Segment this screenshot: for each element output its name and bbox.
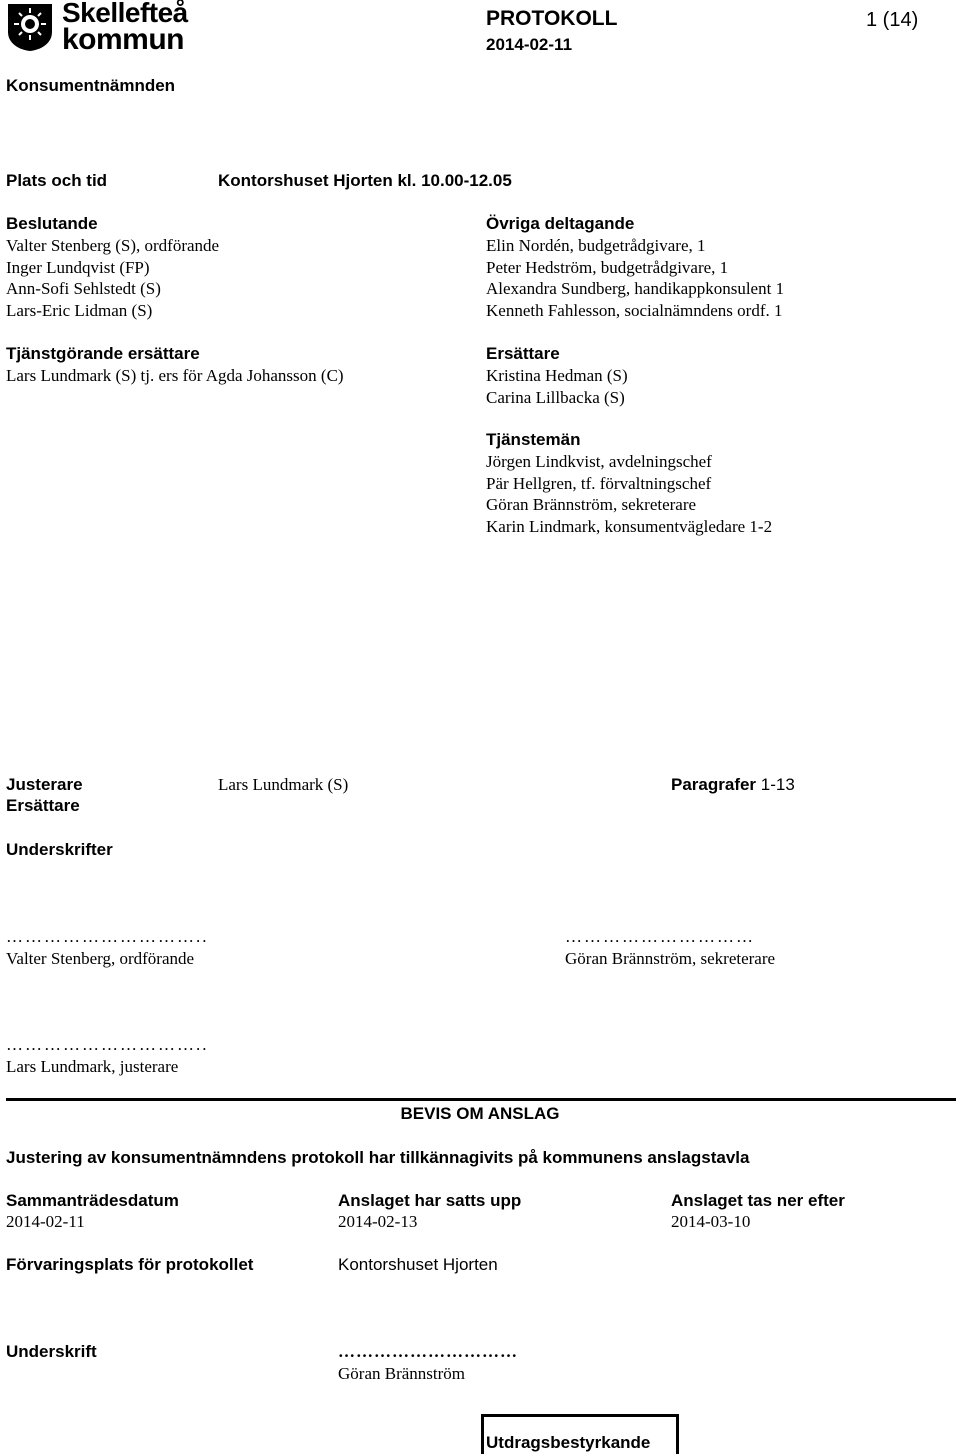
committee-name: Konsumentnämnden xyxy=(6,76,176,95)
notice-signature-name: Göran Brännström xyxy=(338,1364,466,1383)
list-item: Lars-Eric Lidman (S) xyxy=(6,300,153,320)
list-item: Elin Nordén, budgetrådgivare, 1 xyxy=(486,236,706,255)
list-item: Jörgen Lindkvist, avdelningschef xyxy=(486,452,712,471)
posted-value: 2014-02-13 xyxy=(338,1212,418,1231)
serving-substitutes-list xyxy=(6,365,344,387)
removed-label: Anslaget tas ner efter xyxy=(671,1191,845,1210)
list-item: Inger Lundqvist (FP) xyxy=(6,257,150,277)
notice-statement: Justering av konsumentnämndens protokoll har tillkännagivits på kommunens anslagstavla xyxy=(6,1148,750,1167)
adjuster-name: Lars Lundmark, justerare xyxy=(6,1057,179,1076)
substitutes-heading: Ersättare xyxy=(486,344,560,363)
secretary-signature-line: ………………………… xyxy=(565,927,755,946)
list-item: Valter Stenberg (S), ordförande xyxy=(6,236,220,255)
skelleftea-logo xyxy=(6,2,196,54)
other-participants-list xyxy=(486,235,784,321)
serving-substitutes-heading: Tjänstgörande ersättare xyxy=(6,344,200,363)
page-number: 1 (14) xyxy=(866,9,919,31)
list-item: Carina Lillbacka (S) xyxy=(486,387,625,407)
list-item: Ann-Sofi Sehlstedt (S) xyxy=(6,279,161,298)
document-type: PROTOKOLL xyxy=(486,7,618,30)
list-item: Kenneth Fahlesson, socialnämndens ordf. 1 xyxy=(486,300,783,320)
adjuster-value: Lars Lundmark (S) xyxy=(218,775,349,794)
adjuster-substitute-label: Ersättare xyxy=(6,796,80,815)
adjuster-label: Justerare xyxy=(6,775,83,794)
list-item: Pär Hellgren, tf. förvaltningschef xyxy=(486,473,712,493)
place-value: Kontorshuset Hjorten kl. 10.00-12.05 xyxy=(218,171,512,190)
signatures-heading: Underskrifter xyxy=(6,840,113,859)
list-item: Karin Lindmark, konsumentvägledare 1-2 xyxy=(486,516,773,536)
secretary-name: Göran Brännström, sekreterare xyxy=(565,949,776,968)
list-item: Alexandra Sundberg, handikappkonsulent 1 xyxy=(486,279,785,298)
storage-value: Kontorshuset Hjorten xyxy=(338,1255,498,1274)
removed-value: 2014-03-10 xyxy=(671,1212,751,1231)
list-item: Göran Brännström, sekreterare xyxy=(486,495,697,514)
other-participants-heading: Övriga deltagande xyxy=(486,214,635,233)
posted-label: Anslaget har satts upp xyxy=(338,1191,522,1210)
storage-label: Förvaringsplats för protokollet xyxy=(6,1255,254,1274)
officials-list xyxy=(486,451,772,537)
meeting-date-value: 2014-02-11 xyxy=(6,1212,85,1231)
substitutes-list xyxy=(486,365,628,408)
decision-makers-heading: Beslutande xyxy=(6,214,98,233)
chair-name: Valter Stenberg, ordförande xyxy=(6,949,195,968)
chair-signature-line: ………………………….. xyxy=(6,927,209,946)
list-item: Peter Hedström, budgetrådgivare, 1 xyxy=(486,257,729,277)
adjuster-signature-line: ………………………….. xyxy=(6,1035,209,1054)
notice-signature-line: ………………………… xyxy=(338,1342,518,1361)
section-divider xyxy=(6,1098,956,1101)
document-date: 2014-02-11 xyxy=(486,35,573,54)
paragraphs-value: 1-13 xyxy=(760,775,795,794)
place-label: Plats och tid xyxy=(6,171,108,190)
paragraphs-label: Paragrafer xyxy=(671,775,757,794)
list-item: Lars Lundmark (S) tj. ers för Agda Johansson (C) xyxy=(6,366,344,385)
list-item: Kristina Hedman (S) xyxy=(486,366,628,385)
signature-label: Underskrift xyxy=(6,1342,97,1361)
certification-label: Utdragsbestyrkande xyxy=(486,1433,651,1452)
paragraphs xyxy=(671,774,795,795)
logo-line-1: Skellefteå xyxy=(62,0,188,28)
notice-heading: BEVIS OM ANSLAG xyxy=(400,1104,560,1123)
municipal-crest-icon xyxy=(6,2,54,52)
meeting-date-label: Sammanträdesdatum xyxy=(6,1191,179,1210)
decision-makers-list xyxy=(6,235,219,321)
officials-heading: Tjänstemän xyxy=(486,430,581,449)
logo-line-2: kommun xyxy=(62,23,185,56)
